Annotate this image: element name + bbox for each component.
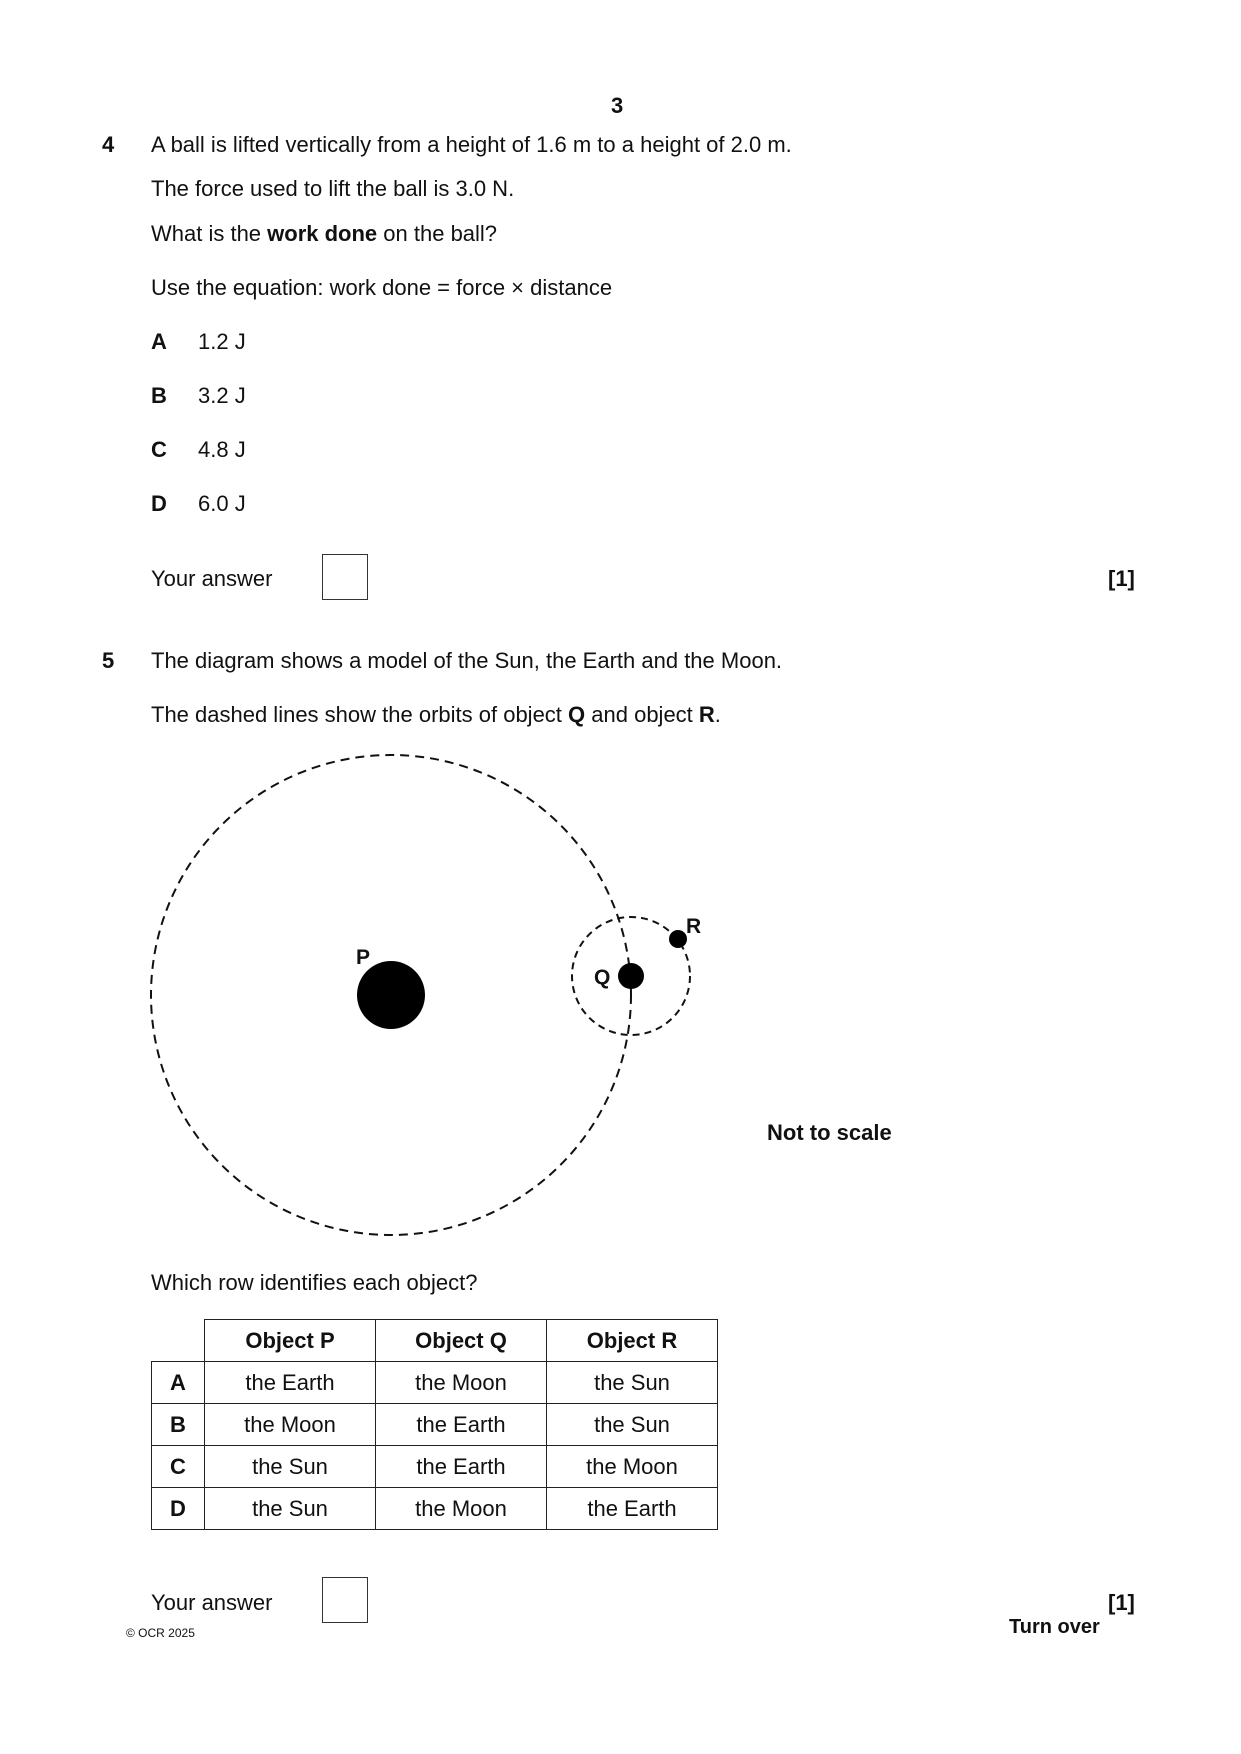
copyright-text: © OCR 2025	[126, 1626, 195, 1640]
q4-option-b-letter: B	[151, 383, 167, 408]
q5-line2-r: R	[698, 702, 715, 727]
page-number: 3	[611, 93, 624, 118]
table-cell: the Earth	[376, 1404, 547, 1446]
object-r-circle	[669, 930, 687, 948]
turn-over-text: Turn over	[1009, 1616, 1100, 1638]
table-cell: the Moon	[547, 1446, 718, 1488]
q4-option-c-text: 4.8 J	[198, 437, 246, 462]
q4-option-b-text: 3.2 J	[198, 383, 246, 408]
label-p: P	[356, 946, 371, 969]
header-object-p: Object P	[205, 1320, 376, 1362]
table-row	[152, 1446, 718, 1488]
row-letter: D	[152, 1488, 205, 1530]
q4-option-d-letter: D	[151, 491, 167, 516]
table-corner-cell	[152, 1320, 205, 1362]
q4-line1: A ball is lifted vertically from a height of 1.6 m to a height of 2.0 m.	[151, 132, 792, 157]
q5-marks: [1]	[1108, 1590, 1135, 1615]
table-cell: the Sun	[547, 1404, 718, 1446]
q5-options-table	[151, 1319, 718, 1530]
q4-answer-label: Your answer	[151, 566, 273, 591]
table-cell: the Sun	[547, 1362, 718, 1404]
q4-line3-bold: work done	[267, 221, 378, 246]
q5-question: Which row identifies each object?	[151, 1270, 478, 1295]
q5-line2-mid: and object	[585, 702, 699, 727]
q4-option-a-letter: A	[151, 329, 167, 354]
table-cell: the Earth	[547, 1488, 718, 1530]
q4-equation: Use the equation: work done = force × distance	[151, 275, 613, 300]
object-q-circle	[618, 963, 644, 989]
object-p-circle	[357, 961, 425, 1029]
q4-line3-post: on the ball?	[377, 221, 498, 246]
q5-line2-post: .	[714, 702, 721, 727]
not-to-scale-note: Not to scale	[767, 1120, 892, 1145]
header-object-r: Object R	[547, 1320, 718, 1362]
table-row	[152, 1362, 718, 1404]
row-letter: C	[152, 1446, 205, 1488]
q4-option-a-text: 1.2 J	[198, 329, 246, 354]
q5-answer-box[interactable]	[322, 1577, 368, 1623]
table-cell: the Earth	[376, 1446, 547, 1488]
table-cell: the Sun	[205, 1488, 376, 1530]
q5-line2-q: Q	[568, 702, 586, 727]
label-r: R	[686, 915, 702, 938]
q5-answer-label: Your answer	[151, 1590, 273, 1615]
table-cell: the Sun	[205, 1446, 376, 1488]
table-cell: the Earth	[205, 1362, 376, 1404]
q4-option-c-letter: C	[151, 437, 167, 462]
table-header-row	[152, 1320, 718, 1362]
table-row	[152, 1404, 718, 1446]
q4-marks: [1]	[1108, 566, 1135, 591]
question-number-4: 4	[102, 132, 115, 157]
header-object-q: Object Q	[376, 1320, 547, 1362]
q4-line2: The force used to lift the ball is 3.0 N.	[151, 176, 515, 201]
row-letter: B	[152, 1404, 205, 1446]
table-row	[152, 1488, 718, 1530]
table-cell: the Moon	[376, 1362, 547, 1404]
q4-option-d-text: 6.0 J	[198, 491, 246, 516]
row-letter: A	[152, 1362, 205, 1404]
q5-line1: The diagram shows a model of the Sun, the Earth and the Moon.	[151, 648, 783, 673]
question-number-5: 5	[102, 648, 115, 673]
label-q: Q	[594, 966, 611, 989]
q5-line2-pre: The dashed lines show the orbits of object	[151, 702, 569, 727]
table-cell: the Moon	[205, 1404, 376, 1446]
table-cell: the Moon	[376, 1488, 547, 1530]
q4-line3-pre: What is the	[151, 221, 268, 246]
